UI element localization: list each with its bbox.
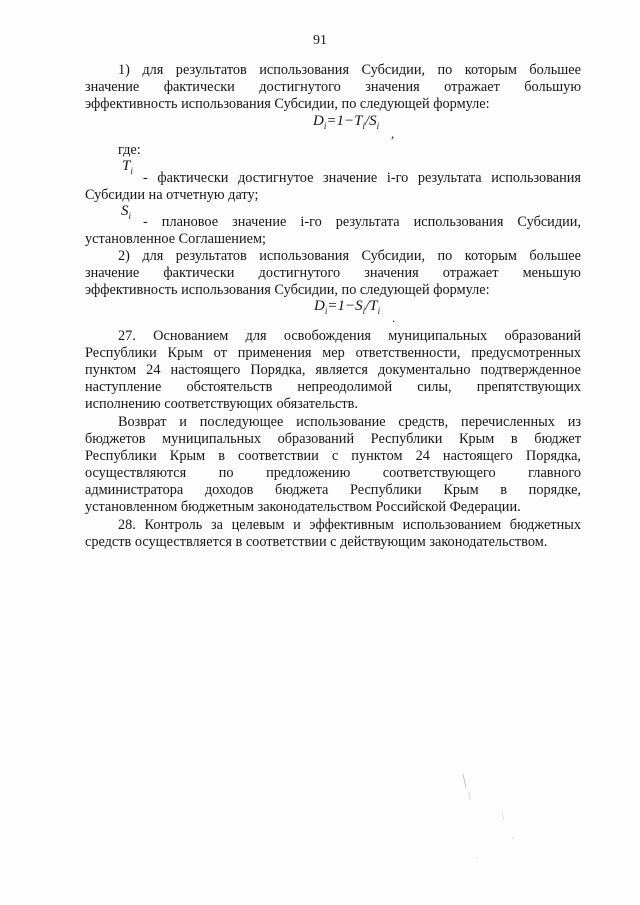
where-label: где: xyxy=(118,142,141,158)
paragraph-line: Республики Крым в соответствии с пунктом 24 настоящего Порядка, xyxy=(85,448,581,464)
paragraph-line: значение фактически достигнутого значения отражает меньшую xyxy=(85,265,581,281)
formula-2-period: . xyxy=(392,310,396,325)
paragraph-line: 28. Контроль за целевым и эффективным использованием бюджетных xyxy=(118,517,581,533)
paragraph-line: Субсидии на отчетную дату; xyxy=(85,187,259,203)
paragraph-line: осуществляются по предложению соответствующего главного xyxy=(85,465,581,481)
paragraph-line: наступление обстоятельств непреодолимой силы, препятствующих xyxy=(85,379,581,395)
paragraph-line: значение фактически достигнутого значения отражает большую xyxy=(85,79,581,95)
scan-specks xyxy=(455,770,525,870)
paragraph-line: исполнению соответствующих обязательств. xyxy=(85,396,358,412)
paragraph-line: 1) для результатов использования Субсидии, по которым большее xyxy=(118,62,581,78)
symbol-s: $S_i$ xyxy=(121,203,132,221)
paragraph-line: 27. Основанием для освобождения муниципальных образований xyxy=(118,328,581,344)
paragraph-line: - фактически достигнутое значение i-го результата использования xyxy=(143,170,581,186)
paragraph-line: 2) для результатов использования Субсидии, по которым большее xyxy=(118,248,581,264)
page-number: 91 xyxy=(313,33,327,48)
formula-2: $D_i=1-S_i/T_i$ xyxy=(314,298,381,316)
paragraph-line: эффективность использования Субсидии, по следующей формуле: xyxy=(85,96,490,112)
paragraph-line: установленное Соглашением; xyxy=(85,231,266,247)
paragraph-line: пунктом 24 настоящего Порядка, является документально подтвержденное xyxy=(85,362,581,378)
paragraph-line: установленном бюджетным законодательством Российской Федерации. xyxy=(85,499,521,515)
formula-1: $D_i=1-T_i/S_i$ xyxy=(313,113,380,131)
paragraph-line: эффективность использования Субсидии, по следующей формуле: xyxy=(85,282,490,298)
paragraph-line: Республики Крым от применения мер ответственности, предусмотренных xyxy=(85,345,581,361)
paragraph-line: администратора доходов бюджета Республики Крым в порядке, xyxy=(85,482,581,498)
paragraph-line: бюджетов муниципальных образований Республики Крым в бюджет xyxy=(85,431,581,447)
symbol-t: $T_i$ xyxy=(122,158,133,176)
paragraph-line: Возврат и последующее использование средств, перечисленных из xyxy=(118,414,581,430)
paragraph-line: - плановое значение i-го результата использования Субсидии, xyxy=(143,214,581,230)
formula-1-comma: , xyxy=(391,126,395,141)
paragraph-line: средств осуществляется в соответствии с действующим законодательством. xyxy=(85,534,548,550)
